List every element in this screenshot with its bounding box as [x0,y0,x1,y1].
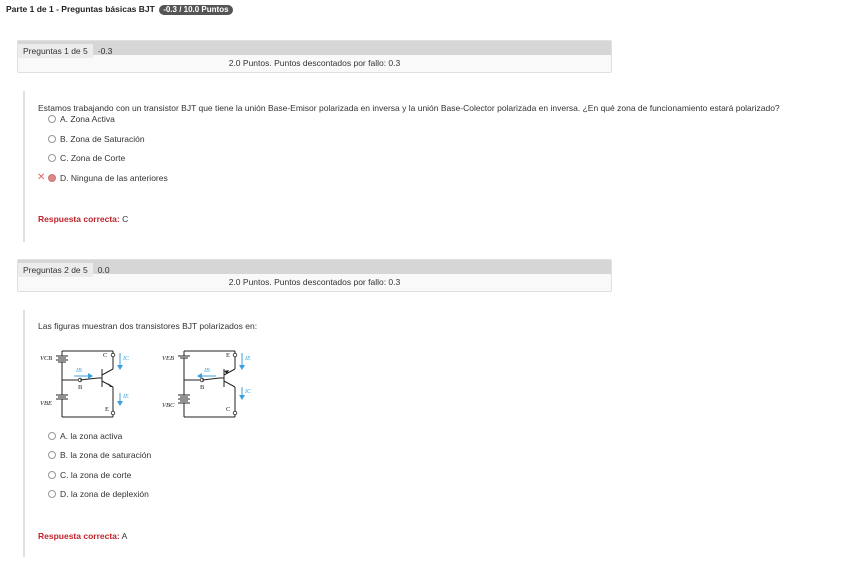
circuit-label-veb: VEB [162,355,174,362]
question-1-option-b[interactable] [48,133,145,145]
question-2-score: 0.0 [97,265,110,275]
question-2-correct-answer [38,531,127,541]
question-1-option-d[interactable] [48,172,168,184]
radio-button[interactable] [48,451,56,459]
question-1-body-border [23,91,25,242]
circuit-label-ib: IB [204,368,210,374]
option-label: D. Ninguna de las anteriores [60,173,168,183]
total-score-badge: -0.3 / 10.0 Puntos [159,5,232,15]
wrong-answer-icon: ✕ [37,172,46,183]
question-2-points: 2.0 Puntos. Puntos descontados por fallo: 0.3 [228,277,401,287]
question-2-label: Preguntas 2 de 5 [18,263,93,277]
question-2-option-a[interactable] [48,430,122,442]
question-1-option-c[interactable] [48,152,125,164]
question-2-header-bar [18,260,611,274]
radio-button-selected[interactable] [48,174,56,182]
question-1-header [17,40,612,73]
circuit-label-ib: IB [76,368,82,374]
circuit-label-c: C [226,406,231,413]
question-1-score: -0.3 [97,46,113,56]
option-label: C. Zona de Corte [60,153,126,163]
correct-answer-label: Respuesta correcta: [38,531,120,541]
option-label: B. Zona de Saturación [60,134,145,144]
option-label: A. la zona activa [60,431,123,441]
radio-button[interactable] [48,471,56,479]
page-title-text: Parte 1 de 1 - Preguntas básicas BJT [6,4,155,14]
question-1-text: Estamos trabajando con un transistor BJT que tiene la unión Base-Emisor polarizada en inversa y la unión Base-Colector polarizada en inversa. ¿En qué zona de funcionamiento estará polarizado? [38,103,780,113]
circuit-label-vcb: VCB [40,355,53,362]
option-label: B. la zona de saturación [60,450,152,460]
question-2-option-c[interactable] [48,469,131,481]
correct-answer-value: A [121,531,128,541]
correct-answer-label: Respuesta correcta: [38,214,120,224]
correct-answer-value: C [122,214,129,224]
radio-button[interactable] [48,115,56,123]
question-2-body-border [23,310,25,557]
radio-button[interactable] [48,154,56,162]
circuit-label-vbc: VBC [162,402,175,409]
circuit-label-ie: IE [245,356,251,362]
circuit-right-diagram [158,345,258,423]
question-1-label: Preguntas 1 de 5 [18,44,93,58]
question-1-points: 2.0 Puntos. Puntos descontados por fallo: 0.3 [228,58,401,68]
page-title [6,4,233,15]
option-label: D. la zona de deplexión [60,489,149,499]
question-2-option-b[interactable] [48,449,151,461]
circuit-label-b: B [200,384,205,391]
radio-button[interactable] [48,432,56,440]
circuit-label-c: C [103,352,108,359]
circuit-label-e: E [105,406,109,413]
radio-button[interactable] [48,135,56,143]
question-2-text: Las figuras muestran dos transistores BJT polarizados en: [38,321,258,331]
question-2-header [17,259,612,292]
question-2-option-d[interactable] [48,488,149,500]
circuit-left-diagram [36,345,136,423]
radio-button[interactable] [48,490,56,498]
circuit-label-ic: IC [123,356,129,362]
question-1-correct-answer [38,214,128,224]
circuit-label-ie: IE [123,394,129,400]
circuit-label-vbe: VBE [40,400,52,407]
circuit-label-ic: IC [245,389,251,395]
circuit-label-e: E [226,352,230,359]
circuit-label-b: B [78,384,83,391]
question-1-option-a[interactable] [48,113,115,125]
question-1-header-bar [18,41,611,55]
option-label: A. Zona Activa [60,114,115,124]
option-label: C. la zona de corte [60,470,132,480]
